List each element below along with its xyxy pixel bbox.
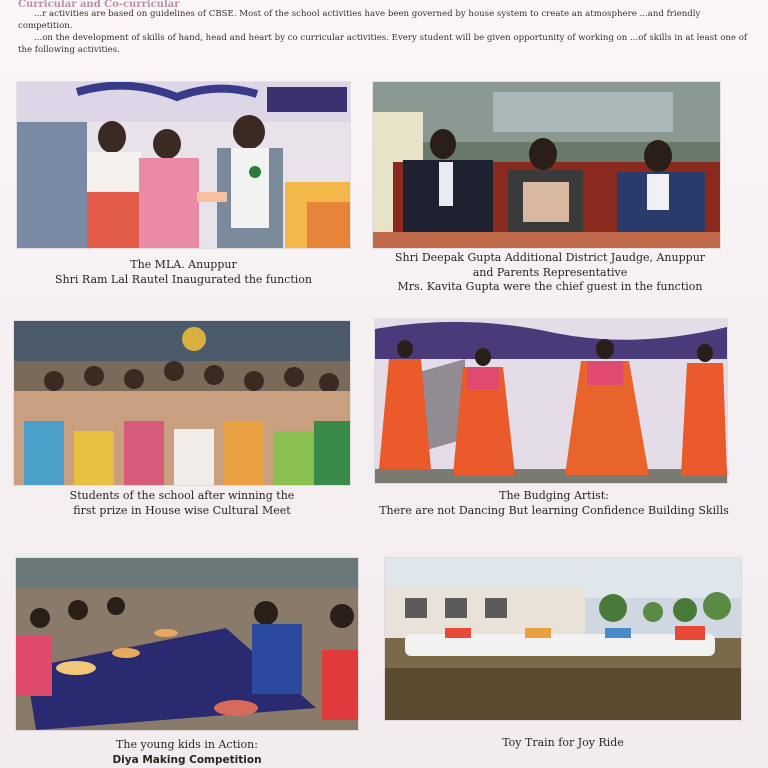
caption-line: first prize in House wise Cultural Meet: [73, 503, 291, 517]
caption-cultural-meet: [14, 489, 350, 518]
caption-line: Mrs. Kavita Gupta were the chief guest in the function: [397, 280, 703, 293]
photo-chief-guests: [373, 82, 720, 248]
caption-chief-guests: [362, 251, 738, 295]
photo-mla-inauguration: [17, 82, 350, 248]
caption-line: There are not Dancing But learning Confidence Building Skills: [379, 503, 729, 517]
photo-diya-making: [16, 558, 358, 730]
intro-section: [18, 0, 748, 56]
photo-dancing-artists: [375, 319, 727, 483]
caption-diya-making: [16, 738, 358, 767]
caption-line: Shri Ram Lal Rautel Inaugurated the function: [55, 272, 312, 286]
caption-line: and Parents Representative: [472, 265, 628, 279]
intro-paragraph-2: ...on the development of skills of hand, head and heart by co curricular activities. Every student will be given opportunity of working on ...of skills in at least one of the following activities.: [18, 33, 748, 55]
caption-mla-inauguration: [17, 258, 350, 287]
photo-cultural-meet: [14, 321, 350, 485]
intro-paragraph-1: ...r activities are based on guidelines of CBSE. Most of the school activities have been governed by house system to create an atmosphere ...and friendly competition.: [18, 9, 701, 31]
caption-line: Diya Making Competition: [112, 753, 262, 766]
caption-dancing-artists: [360, 489, 748, 518]
caption-toy-train: [385, 736, 741, 751]
photo-toy-train: [385, 558, 741, 720]
caption-line: The young kids in Action:: [116, 738, 258, 751]
caption-line: The Budging Artist:: [499, 489, 609, 502]
caption-line: The MLA. Anuppur: [130, 258, 237, 271]
caption-line: Toy Train for Joy Ride: [502, 736, 624, 749]
section-heading: Curricular and Co-curricular: [18, 0, 180, 10]
caption-line: Shri Deepak Gupta Additional District Jaudge, Anuppur: [394, 251, 706, 264]
caption-line: Students of the school after winning the: [69, 489, 295, 502]
